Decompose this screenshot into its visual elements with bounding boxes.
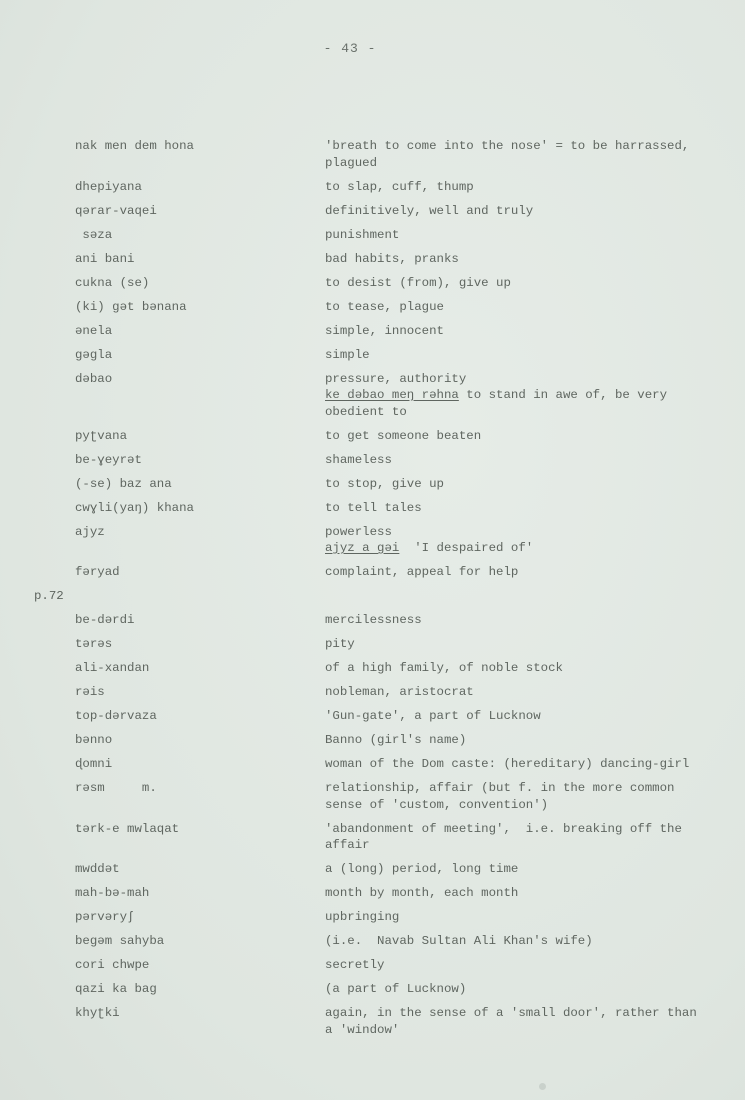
entry-gloss: upbringing — [325, 910, 400, 924]
glossary-entry — [0, 227, 745, 244]
glossary-entry — [0, 452, 745, 469]
entry-gloss: to tease, plague — [325, 299, 444, 314]
entry-gloss: 'abandonment of meeting', i.e. breaking off the affair — [325, 821, 690, 852]
glossary-entry — [0, 756, 745, 773]
glossary-entry — [0, 909, 745, 926]
entry-gloss: woman of the Dom caste: (hereditary) dancing-girl — [325, 757, 690, 771]
glossary-entry — [0, 933, 745, 950]
entry-gloss-text: pressure, authority — [325, 371, 467, 386]
entry-gloss: (a part of Lucknow) — [325, 982, 467, 996]
entry-term: ənela — [75, 323, 113, 338]
glossary-entry — [0, 684, 745, 701]
glossary-entry — [0, 636, 745, 653]
glossary-entry — [0, 138, 745, 171]
entry-gloss: nobleman, aristocrat — [325, 685, 474, 699]
glossary-entry — [0, 708, 745, 725]
entry-term: rəis — [75, 685, 105, 699]
entry-term: qərar-vaqei — [75, 203, 157, 218]
glossary-entry — [0, 564, 745, 581]
glossary-entry — [0, 203, 745, 220]
entry-gloss: to tell tales — [325, 500, 422, 515]
entry-term: dhepiyana — [75, 179, 142, 194]
entry-gloss: simple, innocent — [325, 323, 444, 338]
entry-gloss: relationship, affair (but f. in the more common sense of 'custom, convention') — [325, 781, 682, 812]
glossary-entry — [0, 861, 745, 878]
entry-term: begəm sahyba — [75, 934, 165, 948]
entry-gloss: to stop, give up — [325, 476, 444, 491]
entry-term: pərvəryʃ — [75, 910, 135, 924]
glossary-entry — [0, 251, 745, 268]
glossary-entry — [0, 612, 745, 629]
page-reference: p.72 — [34, 589, 64, 603]
glossary-entry — [0, 428, 745, 445]
glossary-entry — [0, 500, 745, 517]
page-number: - 43 - — [323, 41, 377, 56]
entry-gloss: secretly — [325, 958, 385, 972]
entry-term: qazi ka bag — [75, 982, 157, 996]
entry-term: bənno — [75, 733, 113, 747]
glossary-entry — [0, 179, 745, 196]
entry-gloss: simple — [325, 347, 370, 362]
entry-gloss — [325, 524, 705, 557]
entry-term: tərk-e mwlaqat — [75, 821, 180, 836]
entry-gloss: month by month, each month — [325, 886, 519, 900]
entry-term: nak men dem hona — [75, 139, 194, 153]
glossary-entry — [0, 981, 745, 998]
glossary-entry — [0, 524, 745, 557]
entry-gloss: definitively, well and truly — [325, 203, 534, 218]
glossary-list — [0, 138, 745, 1046]
entry-term: rəsm m. — [75, 781, 157, 795]
entry-gloss: to get someone beaten — [325, 428, 482, 443]
entry-term: cori chwpe — [75, 958, 150, 972]
entry-term: be-ɣeyrət — [75, 452, 142, 467]
entry-term: mwddət — [75, 862, 120, 876]
entry-gloss: 'breath to come into the nose' = to be harrassed, plagued — [325, 139, 697, 170]
glossary-entry — [0, 299, 745, 316]
glossary-entry — [0, 780, 745, 813]
entry-term: tərəs — [75, 637, 113, 651]
glossary-entry — [0, 323, 745, 340]
entry-term: khyʈki — [75, 1006, 120, 1020]
glossary-entry — [0, 660, 745, 677]
glossary-entry — [0, 821, 745, 854]
entry-gloss: punishment — [325, 227, 400, 242]
entry-term: cukna (se) — [75, 275, 150, 290]
glossary-entry — [0, 476, 745, 493]
example-gloss: 'I despaired of' — [399, 541, 534, 555]
entry-term: gəgla — [75, 347, 113, 362]
entry-term: ali-xandan — [75, 661, 150, 675]
entry-term: səza — [75, 227, 113, 242]
entry-gloss: pity — [325, 637, 355, 651]
entry-term: ani bani — [75, 251, 135, 266]
entry-term: ajyz — [75, 524, 105, 539]
entry-gloss-text: powerless — [325, 524, 392, 539]
entry-gloss: shameless — [325, 452, 392, 467]
entry-gloss: complaint, appeal for help — [325, 565, 519, 579]
entry-gloss: (i.e. Navab Sultan Ali Khan's wife) — [325, 934, 593, 948]
glossary-entry — [0, 732, 745, 749]
glossary-entry — [0, 1005, 745, 1038]
entry-term: ɖomni — [75, 757, 113, 771]
entry-gloss: to desist (from), give up — [325, 275, 511, 290]
entry-gloss: to slap, cuff, thump — [325, 179, 474, 194]
entry-gloss — [325, 371, 705, 421]
example-phrase: ajyz a gəi — [325, 541, 400, 555]
entry-term: mah-bə-mah — [75, 886, 150, 900]
entry-gloss: again, in the sense of a 'small door', rather than a 'window' — [325, 1006, 705, 1037]
glossary-entry — [0, 275, 745, 292]
glossary-entry — [0, 885, 745, 902]
entry-gloss: bad habits, pranks — [325, 251, 459, 266]
entry-term: be-dərdi — [75, 613, 135, 627]
entry-term: fəryad — [75, 565, 120, 579]
entry-term: top-dərvaza — [75, 709, 157, 723]
entry-gloss: mercilessness — [325, 613, 422, 627]
glossary-entry — [0, 957, 745, 974]
entry-gloss: of a high family, of noble stock — [325, 661, 563, 675]
glossary-entry — [0, 347, 745, 364]
entry-term: (-se) baz ana — [75, 476, 172, 491]
entry-gloss: Banno (girl's name) — [325, 733, 467, 747]
entry-gloss: 'Gun-gate', a part of Lucknow — [325, 709, 541, 723]
example-gloss: to stand in awe of, be very obedient to — [325, 388, 675, 419]
entry-gloss: a (long) period, long time — [325, 862, 519, 876]
entry-term: cwɣli(yaŋ) khana — [75, 500, 194, 515]
entry-term: pyʈvana — [75, 428, 128, 443]
paper-speck — [539, 1083, 546, 1090]
entry-term: dəbao — [75, 371, 113, 386]
entry-term: (ki) gət bənana — [75, 299, 187, 314]
example-phrase: ke dəbao meŋ rəhna — [325, 388, 459, 402]
glossary-entry — [0, 371, 745, 421]
